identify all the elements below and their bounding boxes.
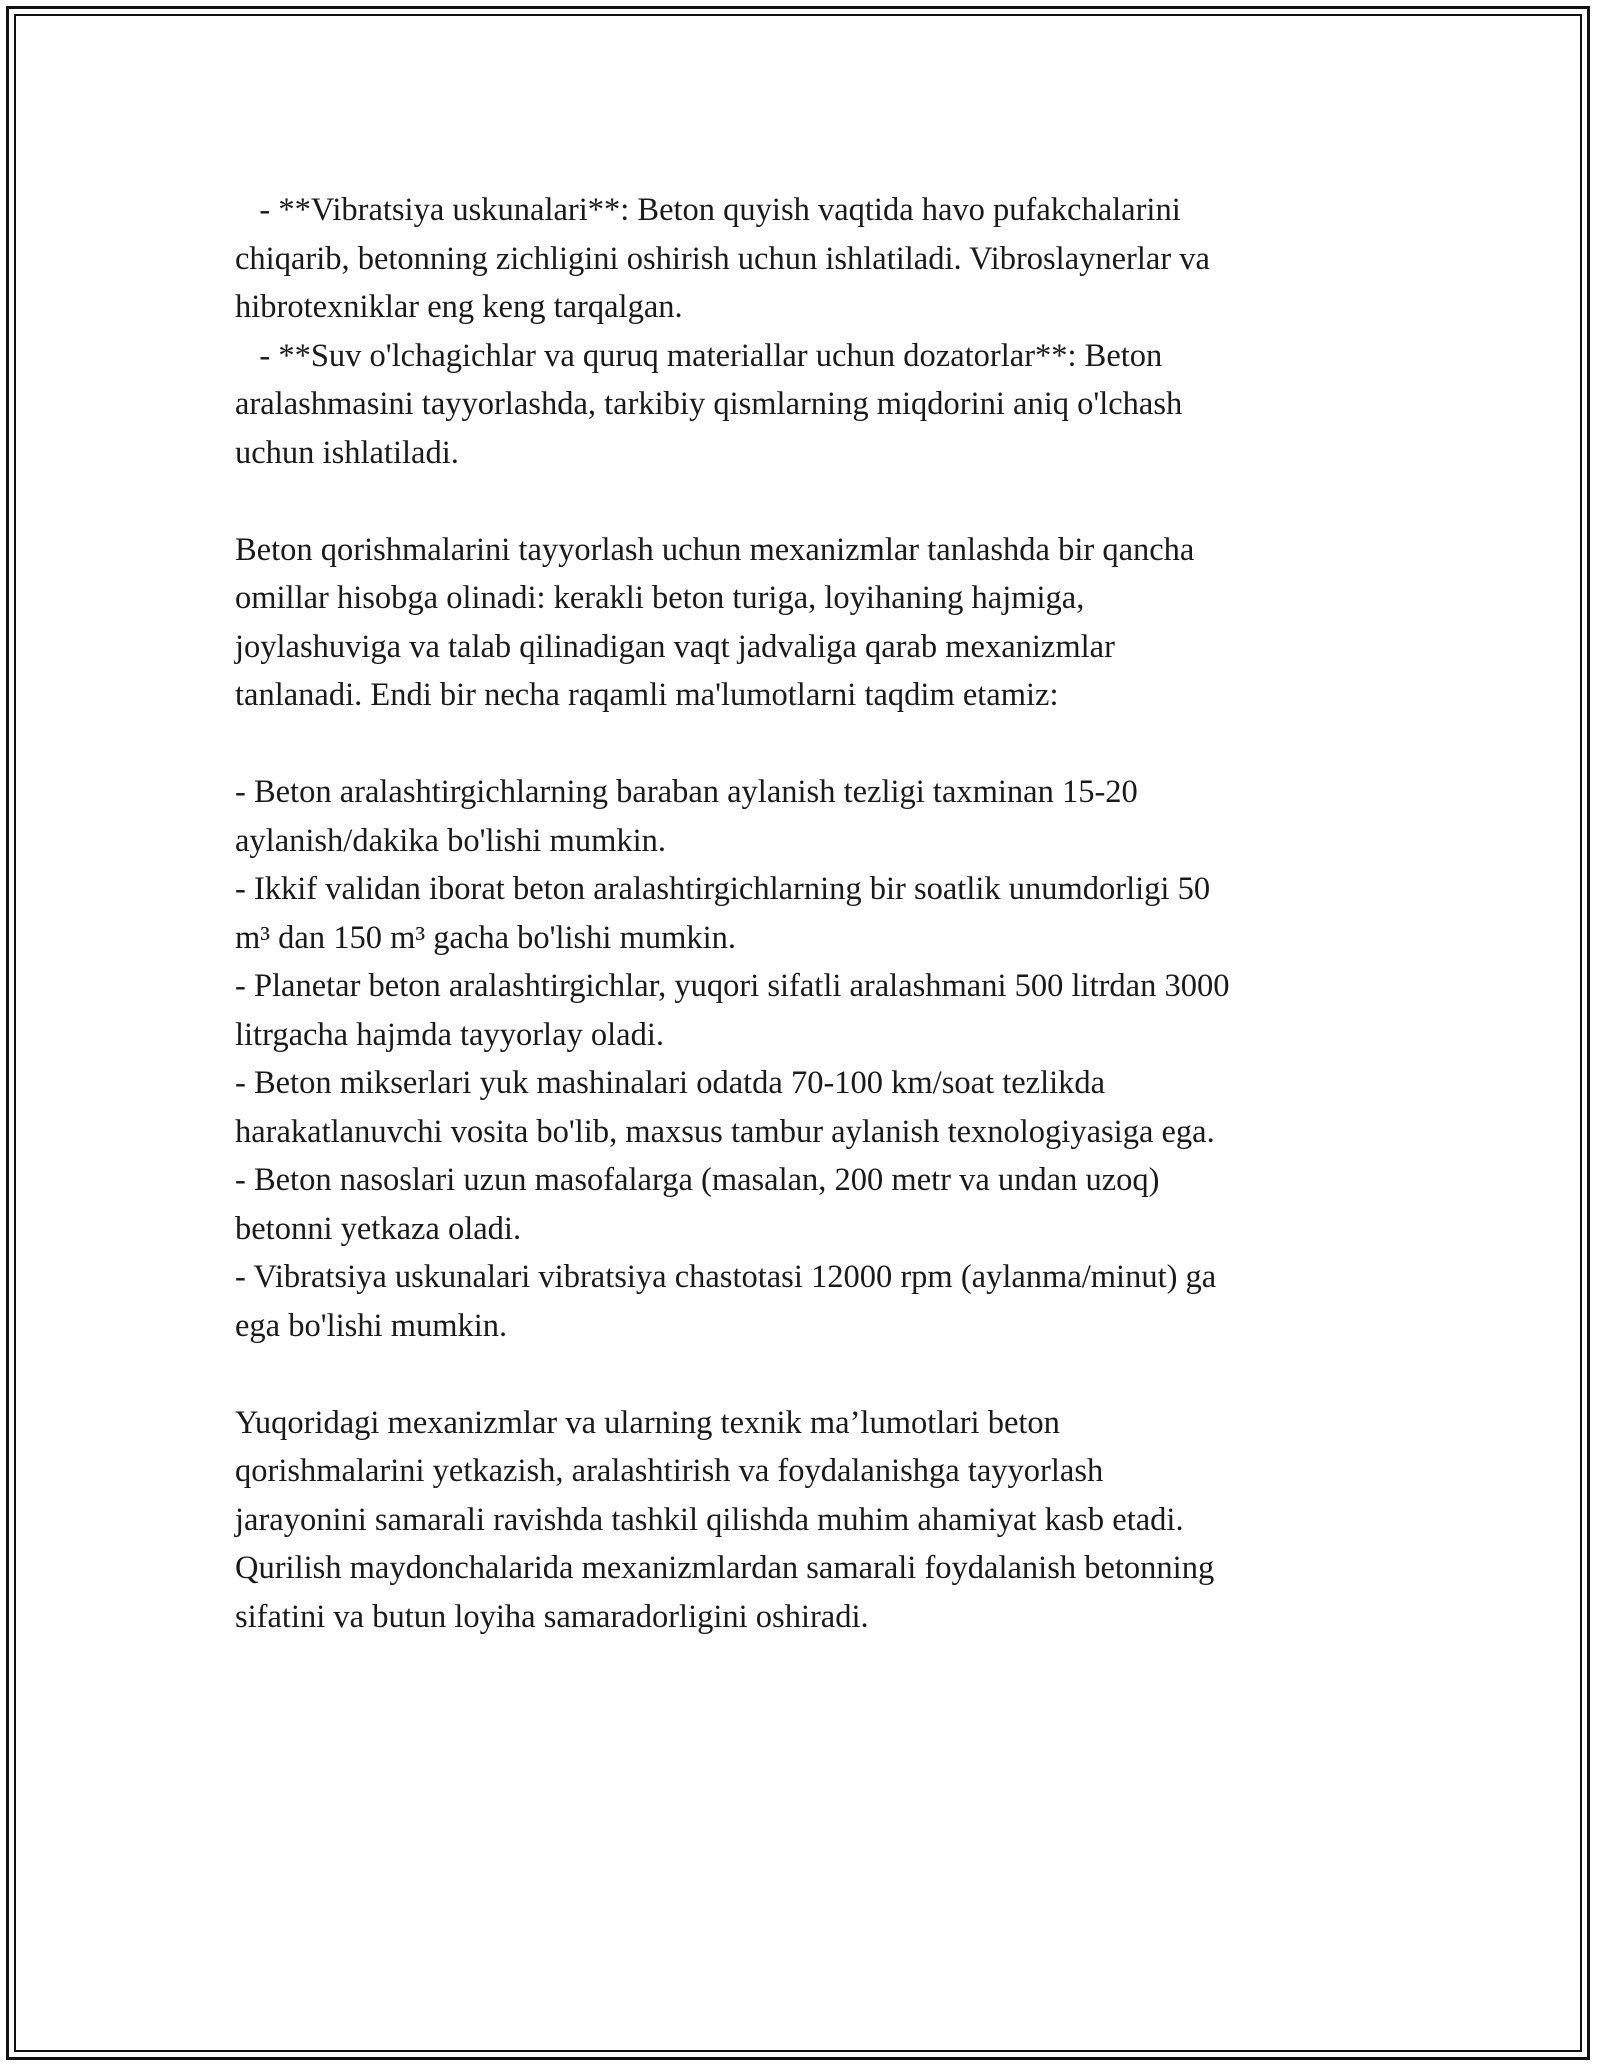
text-line: - **Vibratsiya uskunalari**: Beton quyish vaqtida havo pufakchalarini: [235, 192, 1181, 228]
text-line: joylashuviga va talab qilinadigan vaqt jadvaliga qarab mexanizmlar: [235, 628, 1115, 665]
sub-item-vibration-equipment: [235, 186, 1365, 332]
document-body: [235, 186, 1365, 1641]
paragraph-conclusion: [235, 1399, 1365, 1642]
text-line: harakatlanuvchi vosita bo'lib, maxsus tambur aylanish texnologiyasiga ega.: [235, 1113, 1215, 1150]
text-line: litrgacha hajmda tayyorlay oladi.: [235, 1016, 664, 1053]
text-line: - **Suv o'lchagichlar va quruq materiallar uchun dozatorlar**: Beton: [235, 337, 1163, 374]
text-line: Yuqoridagi mexanizmlar va ularning texnik ma’lumotlari beton: [235, 1404, 1060, 1441]
text-line: Beton qorishmalarini tayyorlash uchun mexanizmlar tanlashda bir qancha: [235, 531, 1195, 568]
text-line: hibrotexniklar eng keng tarqalgan.: [235, 289, 683, 325]
text-line: - Vibratsiya uskunalari vibratsiya chastotasi 12000 rpm (aylanma/minut) ga: [235, 1259, 1217, 1295]
text-line: - Beton mikserlari yuk mashinalari odatda 70-100 km/soat tezlikda: [235, 1065, 1106, 1101]
text-line: ega bo'lishi mumkin.: [235, 1307, 508, 1344]
text-line: - Planetar beton aralashtirgichlar, yuqori sifatli aralashmani 500 litrdan 3000: [235, 968, 1230, 1004]
text-line: m³ dan 150 m³ gacha bo'lishi mumkin.: [235, 919, 737, 956]
fact-item-planetary-mixers: [235, 962, 1365, 1059]
paragraph-gap: [235, 720, 1365, 769]
text-line: - Beton aralashtirgichlarning baraban aylanish tezligi taxminan 15-20: [235, 774, 1138, 810]
text-line: Qurilish maydonchalarida mexanizmlardan samarali foydalanish betonning: [235, 1550, 1215, 1586]
text-line: chiqarib, betonning zichligini oshirish uchun ishlatiladi. Vibroslaynerlar va: [235, 240, 1210, 277]
facts-list: [235, 768, 1365, 1350]
text-line: aralashmasini tayyorlashda, tarkibiy qismlarning miqdorini aniq o'lchash: [235, 386, 1183, 422]
fact-item-hourly-capacity: [235, 865, 1365, 962]
text-line: aylanish/dakika bo'lishi mumkin.: [235, 822, 667, 859]
fact-item-vibration-frequency: [235, 1253, 1365, 1350]
text-line: - Ikkif validan iborat beton aralashtirgichlarning bir soatlik unumdorligi 50: [235, 871, 1211, 907]
text-line: omillar hisobga olinadi: kerakli beton turiga, loyihaning hajmiga,: [235, 580, 1085, 616]
text-line: betonni yetkaza oladi.: [235, 1210, 522, 1247]
text-line: uchun ishlatiladi.: [235, 434, 459, 471]
sub-item-water-meters-dosers: [235, 332, 1365, 478]
text-line: - Beton nasoslari uzun masofalarga (masalan, 200 metr va undan uzoq): [235, 1162, 1160, 1198]
fact-item-drum-speed: [235, 768, 1365, 865]
text-line: sifatini va butun loyiha samaradorligini oshiradi.: [235, 1598, 869, 1635]
fact-item-concrete-pumps: [235, 1156, 1365, 1253]
paragraph-intro: [235, 526, 1365, 720]
fact-item-mixer-trucks: [235, 1059, 1365, 1156]
text-line: tanlanadi. Endi bir necha raqamli ma'lumotlarni taqdim etamiz:: [235, 677, 1059, 713]
text-line: jarayonini samarali ravishda tashkil qilishda muhim ahamiyat kasb etadi.: [235, 1501, 1184, 1538]
paragraph-gap: [235, 1350, 1365, 1399]
text-line: qorishmalarini yetkazish, aralashtirish va foydalanishga tayyorlash: [235, 1453, 1104, 1489]
paragraph-gap: [235, 477, 1365, 526]
